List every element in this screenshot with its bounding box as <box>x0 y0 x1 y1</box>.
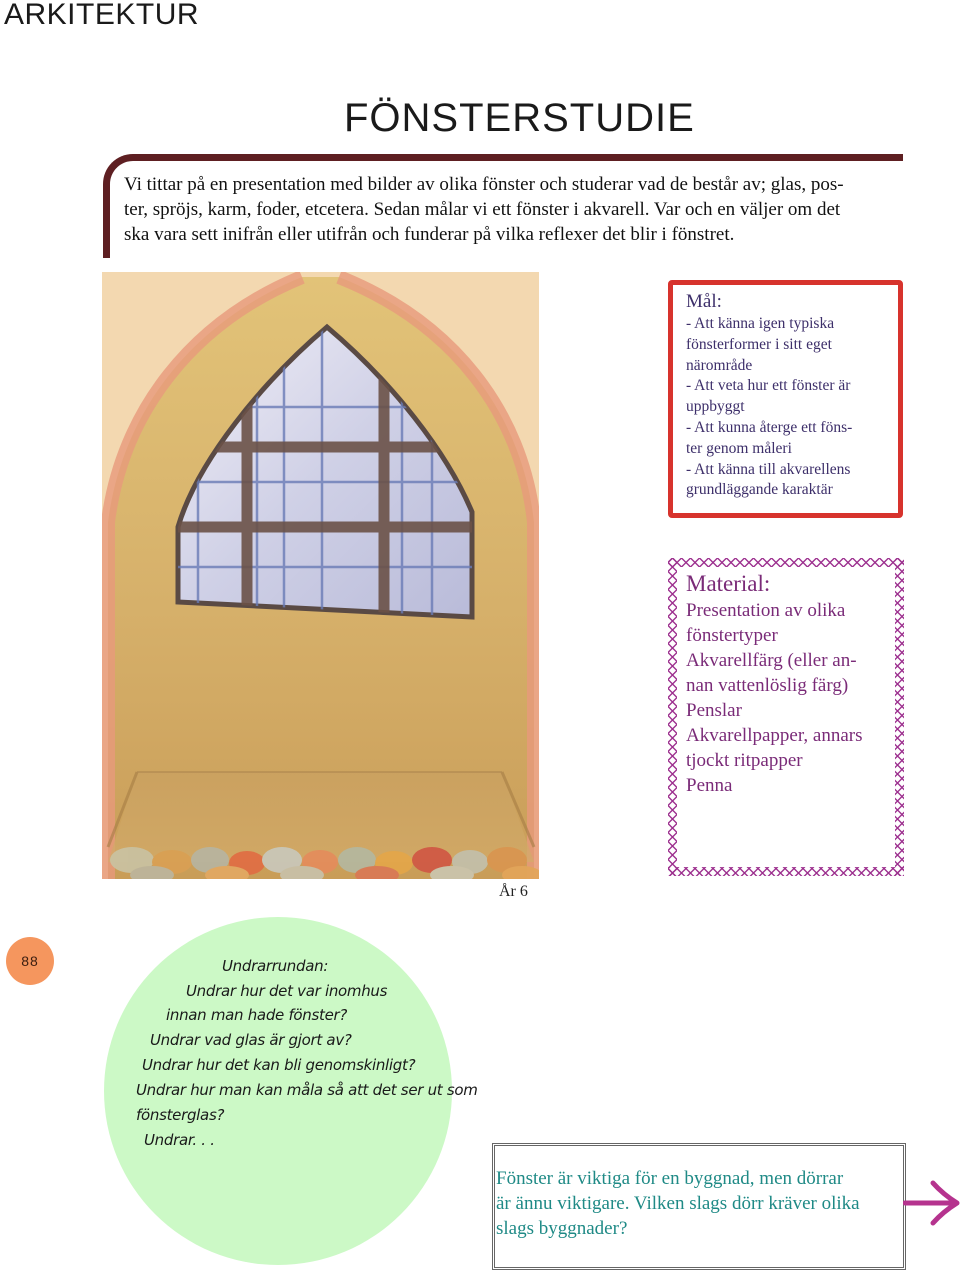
intro-line: ter, spröjs, karm, foder, etcetera. Sedan målar vi ett fönster i akvarell. Var och en väljer om det <box>124 199 841 220</box>
material-line: Presentation av olika <box>686 600 846 621</box>
goals-line: - Att känna till akvarellens <box>686 460 851 478</box>
goals-line: - Att kunna återge ett föns- <box>686 418 853 436</box>
intro-line: Vi tittar på en presentation med bilder av olika fönster och studerar vad de består av; glas, pos- <box>124 174 844 195</box>
goals-list <box>686 314 891 501</box>
page-title: FÖNSTERSTUDIE <box>344 96 695 140</box>
door-line: Fönster är viktiga för en byggnad, men dörrar <box>496 1168 844 1189</box>
wonder-line: Undrar hur man kan måla så att det ser ut som <box>136 1081 478 1099</box>
wonder-line: innan man hade fönster? <box>166 1006 348 1024</box>
goals-line: - Att veta hur ett fönster är <box>686 377 851 395</box>
page-number-badge: 88 <box>6 937 54 985</box>
wonder-heading: Undrarrundan: <box>222 957 329 975</box>
wonder-line: Undrar hur det var inomhus <box>186 982 388 1000</box>
material-line: Penna <box>686 775 733 796</box>
material-line: Akvarellpapper, annars <box>686 725 863 746</box>
material-line: Penslar <box>686 700 742 721</box>
material-line: tjockt ritpapper <box>686 750 803 771</box>
section-label: ARKITEKTUR <box>4 0 200 31</box>
goals-line: ter genom måleri <box>686 439 792 457</box>
arrow-right-icon <box>903 1178 960 1228</box>
door-line: slags byggnader? <box>496 1218 628 1239</box>
material-line: fönstertyper <box>686 625 778 646</box>
goals-heading: Mål: <box>686 291 722 312</box>
goals-line: grundläggande karaktär <box>686 481 833 499</box>
door-question-text <box>496 1166 906 1241</box>
material-line: nan vattenlöslig färg) <box>686 675 849 696</box>
wonder-line: Undrar. . . <box>144 1131 215 1149</box>
wonder-line: fönsterglas? <box>136 1106 225 1124</box>
intro-text <box>124 172 904 247</box>
material-list <box>686 598 896 798</box>
watercolor-window-painting <box>102 272 539 879</box>
wonder-line: Undrar vad glas är gjort av? <box>150 1031 352 1049</box>
goals-line: uppbyggt <box>686 398 745 416</box>
intro-line: ska vara sett inifrån eller utifrån och funderar på vilka reflexer det blir i fönstret. <box>124 224 735 245</box>
goals-line: närområde <box>686 356 753 374</box>
material-heading: Material: <box>686 571 771 596</box>
goals-line: - Att känna igen typiska <box>686 315 835 332</box>
image-caption: År 6 <box>499 883 528 900</box>
door-line: är ännu viktigare. Vilken slags dörr kräver olika <box>496 1193 860 1214</box>
wonder-line: Undrar hur det kan bli genomskinligt? <box>142 1056 416 1074</box>
goals-line: fönsterformer i sitt eget <box>686 335 832 353</box>
material-line: Akvarellfärg (eller an- <box>686 650 857 671</box>
